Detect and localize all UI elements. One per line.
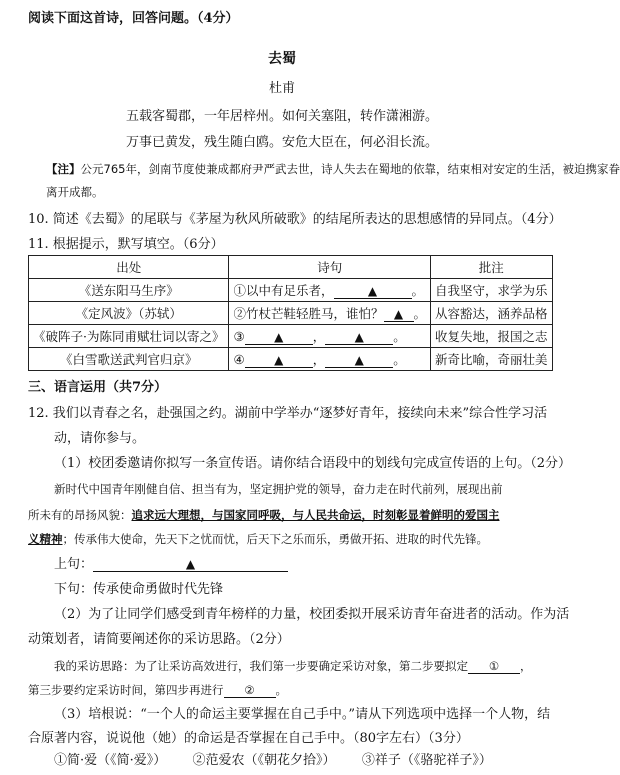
row-poem	[229, 348, 431, 371]
poem-prefix: ④	[233, 352, 245, 367]
blank-mark: ①	[488, 659, 500, 673]
note-label: 【注】	[46, 162, 81, 176]
poem-suffix: 。	[393, 352, 406, 367]
passage-text: ；传承伟大使命，先天下之忧而忧，后天下之乐而乐，勇做开拓、进取的时代先锋。	[62, 532, 488, 546]
blank-mark: ②	[244, 683, 255, 697]
poem-line-2: 万事已黄发，残生随白鸥。安危大臣在，何必泪长流。	[125, 135, 438, 150]
poem-suffix: 。	[413, 306, 427, 321]
answer-blank[interactable]	[325, 353, 393, 368]
interview-idea-line-1	[54, 657, 532, 675]
interview-idea-line-2	[28, 681, 287, 699]
blank-mark: ▲	[274, 330, 284, 344]
options-row	[54, 752, 492, 770]
poem-suffix: 。	[393, 329, 406, 344]
blank-mark: ▲	[354, 353, 364, 367]
table-row	[29, 279, 553, 302]
underlined-sentence: 追求远大理想，与国家同呼吸，与人民共命运，时刻彰显着鲜明的爱国主	[131, 508, 500, 522]
table-header-row	[29, 256, 553, 279]
question-12-line-2: 动，请你参与。	[54, 431, 146, 446]
question-12-line-1: 12. 我们以青春之名，赴强国之约。湖前中学举办“逐梦好青年，接续向未来”综合性学习活	[28, 406, 548, 421]
row-source: 《破阵子·为陈同甫赋壮词以寄之》	[29, 325, 229, 348]
subquestion-3: （3）培根说：“一个人的命运主要掌握在自己手中。”请从下列选项中选择一个人物，结	[54, 707, 551, 722]
interview-text-end: 。	[275, 683, 287, 697]
passage-line-2	[28, 506, 500, 524]
poem-prefix: ②竹杖芒鞋轻胜马，谁怕？	[233, 306, 384, 321]
row-note: 自我坚守，求学为乐	[431, 279, 553, 302]
note-text-2: 离开成都。	[46, 185, 104, 199]
row-source: 《定风波》（苏轼）	[29, 302, 229, 325]
blank-mark: ▲	[354, 330, 364, 344]
option-xiangzi[interactable]: ③祥子（《骆驼祥子》）	[361, 753, 492, 768]
upper-couplet-blank[interactable]	[93, 557, 288, 572]
interview-text: 第三步要约定采访时间，第四步再进行	[28, 683, 224, 697]
row-source: 《送东阳马生序》	[29, 279, 229, 302]
answer-blank[interactable]	[334, 284, 412, 299]
interview-text-end: ，	[520, 659, 532, 673]
row-note: 收复失地，报国之志	[431, 325, 553, 348]
table-row	[29, 348, 553, 371]
underlined-sentence: 义精神	[28, 532, 63, 546]
answer-blank[interactable]	[325, 330, 393, 345]
header-poem: 诗句	[229, 256, 431, 279]
dictation-table	[28, 255, 553, 371]
interview-blank-1[interactable]	[468, 659, 520, 674]
subquestion-2: （2）为了让同学们感受到青年榜样的力量，校团委拟开展采访青年奋进者的活动。作为活	[54, 607, 570, 622]
row-source: 《白雪歌送武判官归京》	[29, 348, 229, 371]
header-note: 批注	[431, 256, 553, 279]
upper-couplet	[54, 556, 288, 574]
poem-note	[46, 160, 620, 178]
row-poem	[229, 302, 431, 325]
upper-label: 上句：	[54, 557, 94, 572]
passage-line-1: 新时代中国青年刚健自信、担当有为，坚定拥护党的领导，奋力走在时代前列，展现出前	[54, 482, 503, 496]
poem-prefix: ③	[233, 329, 245, 344]
poem-mid: ，	[312, 352, 326, 367]
option-jane-eyre[interactable]: ①简·爱（《简·爱》）	[54, 753, 167, 768]
answer-blank[interactable]	[245, 330, 313, 345]
question-11: 11. 根据提示，默写填空。（6分）	[28, 237, 224, 252]
poem-mid: ，	[312, 329, 326, 344]
answer-blank[interactable]	[245, 353, 313, 368]
table-row	[29, 302, 553, 325]
row-note: 从容豁达，涵养品格	[431, 302, 553, 325]
lower-couplet: 下句：传承使命勇做时代先锋	[54, 582, 224, 597]
subquestion-3-cont: 合原著内容，说说他（她）的命运是否掌握在自己手中。（80字左右）（3分）	[28, 731, 469, 746]
row-poem	[229, 279, 431, 302]
passage-line-3	[28, 530, 488, 548]
blank-mark: ▲	[274, 353, 284, 367]
note-text-1: 公元765年，剑南节度使兼成都府尹严武去世，诗人失去在蜀地的依靠，结束相对安定的生活，被迫携家眷	[80, 162, 620, 176]
interview-text: 我的采访思路：为了让采访高效进行，我们第一步要确定采访对象，第二步要拟定	[54, 659, 468, 673]
subquestion-2-cont: 动策划者，请简要阐述你的采访思路。（2分）	[28, 632, 290, 647]
section-3-heading: 三、语言运用（共7分）	[28, 380, 168, 395]
blank-mark: ▲	[393, 307, 404, 321]
option-fan-ainong[interactable]: ②范爱农（《朝花夕拾》）	[192, 753, 336, 768]
question-intro: 阅读下面这首诗，回答问题。（4分）	[28, 11, 239, 26]
question-10: 10. 简述《去蜀》的尾联与《茅屋为秋风所破歌》的结尾所表达的思想感情的异同点。（4分）	[28, 212, 562, 227]
poem-prefix: ①以中有足乐者，	[233, 283, 334, 298]
passage-text: 所未有的昂扬风貌：	[28, 508, 132, 522]
blank-mark: ▲	[185, 557, 196, 571]
poem-title: 去蜀	[268, 51, 296, 67]
row-poem	[229, 325, 431, 348]
interview-blank-2[interactable]	[224, 683, 276, 698]
answer-blank[interactable]	[384, 307, 414, 322]
table-row	[29, 325, 553, 348]
subquestion-1: （1）校团委邀请你拟写一条宣传语。请你结合语段中的划线句完成宣传语的上句。（2分）	[54, 456, 572, 471]
poem-suffix: 。	[411, 283, 425, 298]
poem-author: 杜甫	[268, 81, 295, 96]
blank-mark: ▲	[367, 284, 378, 298]
header-source: 出处	[29, 256, 229, 279]
row-note: 新奇比喻，奇丽壮美	[431, 348, 553, 371]
poem-line-1: 五载客蜀郡，一年居梓州。如何关塞阻，转作潇湘游。	[125, 109, 438, 124]
